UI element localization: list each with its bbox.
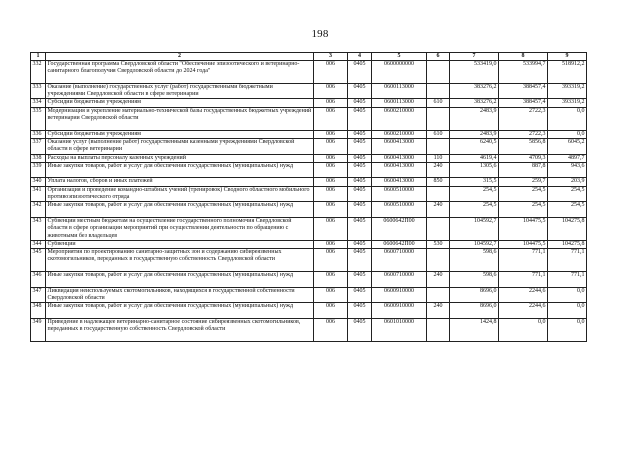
section-code: 0405	[348, 107, 372, 130]
row-number: 344	[31, 240, 46, 248]
row-number: 339	[31, 162, 46, 178]
table-row	[31, 130, 587, 138]
amount-year-2: 388457,4	[499, 99, 548, 107]
ministry-code: 006	[314, 287, 348, 303]
column-header: 3	[314, 53, 348, 61]
section-code: 0405	[348, 61, 372, 84]
ministry-code: 006	[314, 107, 348, 130]
expense-description: Иные закупки товаров, работ и услуг для обеспечения государственных (муниципальных) нужд	[46, 202, 314, 218]
amount-year-3: 0,0	[548, 318, 587, 341]
ministry-code: 006	[314, 249, 348, 272]
row-number: 342	[31, 202, 46, 218]
amount-year-3: 254,5	[548, 202, 587, 218]
expense-type-code: 530	[427, 240, 450, 248]
expense-description: Приведение в надлежащее ветеринарно-санитарное состояние сибиреязвенных скотомогильников, переданных в государственную собственность Свердловской области	[46, 318, 314, 341]
amount-year-1: 383276,2	[450, 83, 499, 99]
ministry-code: 006	[314, 130, 348, 138]
expense-description: Модернизация и укрепление материально-технической базы государственных бюджетных учреждений ветеринарии Свердловской области	[46, 107, 314, 130]
expense-type-code	[427, 287, 450, 303]
amount-year-1: 315,5	[450, 178, 499, 186]
target-article-code: 0600642П00	[372, 240, 427, 248]
amount-year-2: 2244,6	[499, 303, 548, 319]
column-header: 6	[427, 53, 450, 61]
column-header: 2	[46, 53, 314, 61]
expense-description: Государственная программа Свердловской области "Обеспечение эпизоотического и ветеринарно-санитарного благополучия Свердловской области до 2024 года"	[46, 61, 314, 84]
amount-year-1: 533419,0	[450, 61, 499, 84]
row-number: 333	[31, 83, 46, 99]
target-article-code: 0600510000	[372, 186, 427, 202]
ministry-code: 006	[314, 178, 348, 186]
table-row	[31, 202, 587, 218]
amount-year-3: 0,0	[548, 107, 587, 130]
table-row	[31, 162, 587, 178]
section-code: 0405	[348, 287, 372, 303]
expense-type-code	[427, 107, 450, 130]
column-header: 9	[548, 53, 587, 61]
amount-year-1: 8696,0	[450, 303, 499, 319]
target-article-code: 0600910000	[372, 303, 427, 319]
amount-year-2: 771,1	[499, 272, 548, 288]
amount-year-3: 518912,2	[548, 61, 587, 84]
amount-year-1: 1305,6	[450, 162, 499, 178]
section-code: 0405	[348, 202, 372, 218]
amount-year-3: 393319,2	[548, 83, 587, 99]
amount-year-2: 104475,5	[499, 217, 548, 240]
table-row	[31, 186, 587, 202]
amount-year-1: 598,6	[450, 272, 499, 288]
table-row	[31, 249, 587, 272]
ministry-code: 006	[314, 202, 348, 218]
table-row	[31, 83, 587, 99]
amount-year-3: 104275,8	[548, 217, 587, 240]
target-article-code: 0600910000	[372, 287, 427, 303]
amount-year-1: 8696,0	[450, 287, 499, 303]
target-article-code: 0600210000	[372, 107, 427, 130]
row-number: 334	[31, 99, 46, 107]
expense-description: Оказание (выполнение) государственных услуг (работ) государственными бюджетными учреждениями Свердловской области в сфере ветеринарии	[46, 83, 314, 99]
budget-table	[30, 52, 587, 342]
expense-description: Уплата налогов, сборов и иных платежей	[46, 178, 314, 186]
table-row	[31, 154, 587, 162]
expense-description: Расходы на выплаты персоналу казенных учреждений	[46, 154, 314, 162]
ministry-code: 006	[314, 217, 348, 240]
amount-year-3: 0,0	[548, 287, 587, 303]
section-code: 0405	[348, 272, 372, 288]
table-row	[31, 287, 587, 303]
table-row	[31, 107, 587, 130]
expense-description: Субсидии бюджетным учреждениям	[46, 130, 314, 138]
section-code: 0405	[348, 130, 372, 138]
row-number: 335	[31, 107, 46, 130]
expense-description: Субсидии бюджетным учреждениям	[46, 99, 314, 107]
expense-description: Субвенции	[46, 240, 314, 248]
row-number: 347	[31, 287, 46, 303]
expense-description: Организация и проведение командно-штабных учений (тренировок) Сводного областного мобильного противоэпизоотического отряда	[46, 186, 314, 202]
expense-type-code: 240	[427, 272, 450, 288]
expense-type-code: 110	[427, 154, 450, 162]
expense-type-code	[427, 217, 450, 240]
amount-year-1: 598,6	[450, 249, 499, 272]
expense-type-code	[427, 186, 450, 202]
row-number: 337	[31, 138, 46, 154]
amount-year-3: 771,1	[548, 249, 587, 272]
amount-year-1: 2483,9	[450, 107, 499, 130]
row-number: 336	[31, 130, 46, 138]
ministry-code: 006	[314, 272, 348, 288]
amount-year-2: 2722,3	[499, 130, 548, 138]
section-code: 0405	[348, 178, 372, 186]
amount-year-2: 533994,7	[499, 61, 548, 84]
ministry-code: 006	[314, 186, 348, 202]
amount-year-2: 388457,4	[499, 83, 548, 99]
table-row	[31, 178, 587, 186]
section-code: 0405	[348, 249, 372, 272]
table-row	[31, 240, 587, 248]
table-row	[31, 61, 587, 84]
expense-type-code	[427, 83, 450, 99]
amount-year-1: 254,5	[450, 186, 499, 202]
amount-year-3: 0,0	[548, 130, 587, 138]
expense-description: Оказание услуг (выполнение работ) государственными казенными учреждениями Свердловской области в сфере ветеринарии	[46, 138, 314, 154]
amount-year-2: 887,8	[499, 162, 548, 178]
section-code: 0405	[348, 99, 372, 107]
ministry-code: 006	[314, 240, 348, 248]
amount-year-1: 4619,4	[450, 154, 499, 162]
section-code: 0405	[348, 138, 372, 154]
expense-description: Мероприятия по проектированию санитарно-защитных зон и содержанию сибиреязвенных скотомогильников, переданных в государственную собственность Свердловской области	[46, 249, 314, 272]
amount-year-1: 104592,7	[450, 240, 499, 248]
target-article-code: 0600710000	[372, 249, 427, 272]
ministry-code: 006	[314, 61, 348, 84]
row-number: 332	[31, 61, 46, 84]
column-header: 7	[450, 53, 499, 61]
page-number: 198	[311, 28, 329, 40]
row-number: 343	[31, 217, 46, 240]
expense-description: Субвенции местным бюджетам на осуществление государственного полномочия Свердловской области в сфере организации мероприятий при осуществлении деятельности по обращению с животными без владельцев	[46, 217, 314, 240]
table-row	[31, 303, 587, 319]
ministry-code: 006	[314, 138, 348, 154]
amount-year-3: 771,1	[548, 272, 587, 288]
amount-year-1: 383276,2	[450, 99, 499, 107]
column-header: 8	[499, 53, 548, 61]
section-code: 0405	[348, 217, 372, 240]
ministry-code: 006	[314, 162, 348, 178]
expense-type-code	[427, 318, 450, 341]
target-article-code: 0600413000	[372, 154, 427, 162]
target-article-code: 0600113000	[372, 83, 427, 99]
row-number: 346	[31, 272, 46, 288]
amount-year-2: 5856,8	[499, 138, 548, 154]
row-number: 345	[31, 249, 46, 272]
expense-type-code: 240	[427, 162, 450, 178]
expense-type-code: 610	[427, 130, 450, 138]
expense-description: Ликвидация неиспользуемых скотомогильников, находящихся в государственной собственности Свердловской области	[46, 287, 314, 303]
table-row	[31, 272, 587, 288]
expense-type-code: 850	[427, 178, 450, 186]
amount-year-2: 2722,3	[499, 107, 548, 130]
row-number: 338	[31, 154, 46, 162]
expense-description: Иные закупки товаров, работ и услуг для обеспечения государственных (муниципальных) нужд	[46, 272, 314, 288]
amount-year-2: 2244,6	[499, 287, 548, 303]
ministry-code: 006	[314, 318, 348, 341]
amount-year-1: 1424,8	[450, 318, 499, 341]
amount-year-2: 259,7	[499, 178, 548, 186]
section-code: 0405	[348, 303, 372, 319]
amount-year-3: 203,9	[548, 178, 587, 186]
expense-description: Иные закупки товаров, работ и услуг для обеспечения государственных (муниципальных) нужд	[46, 303, 314, 319]
row-number: 340	[31, 178, 46, 186]
amount-year-1: 104592,7	[450, 217, 499, 240]
row-number: 349	[31, 318, 46, 341]
amount-year-3: 6045,2	[548, 138, 587, 154]
expense-type-code	[427, 249, 450, 272]
table-header-row	[31, 53, 587, 61]
target-article-code: 0600510000	[372, 202, 427, 218]
expense-type-code	[427, 138, 450, 154]
target-article-code: 0600710000	[372, 272, 427, 288]
section-code: 0405	[348, 154, 372, 162]
amount-year-2: 4709,3	[499, 154, 548, 162]
target-article-code: 0600210000	[372, 130, 427, 138]
amount-year-2: 254,5	[499, 186, 548, 202]
table-row	[31, 318, 587, 341]
section-code: 0405	[348, 83, 372, 99]
target-article-code: 0600413000	[372, 178, 427, 186]
target-article-code: 0600000000	[372, 61, 427, 84]
amount-year-3: 0,0	[548, 303, 587, 319]
amount-year-2: 254,5	[499, 202, 548, 218]
ministry-code: 006	[314, 303, 348, 319]
ministry-code: 006	[314, 154, 348, 162]
expense-description: Иные закупки товаров, работ и услуг для обеспечения государственных (муниципальных) нужд	[46, 162, 314, 178]
amount-year-3: 254,5	[548, 186, 587, 202]
ministry-code: 006	[314, 99, 348, 107]
amount-year-2: 0,0	[499, 318, 548, 341]
table-row	[31, 217, 587, 240]
target-article-code: 0600413000	[372, 162, 427, 178]
row-number: 341	[31, 186, 46, 202]
expense-type-code: 240	[427, 303, 450, 319]
ministry-code: 006	[314, 83, 348, 99]
table-row	[31, 99, 587, 107]
amount-year-2: 771,1	[499, 249, 548, 272]
column-header: 1	[31, 53, 46, 61]
section-code: 0405	[348, 240, 372, 248]
section-code: 0405	[348, 162, 372, 178]
amount-year-3: 4897,7	[548, 154, 587, 162]
amount-year-1: 2483,9	[450, 130, 499, 138]
target-article-code: 0600642П00	[372, 217, 427, 240]
expense-type-code: 240	[427, 202, 450, 218]
expense-type-code	[427, 61, 450, 84]
amount-year-1: 254,5	[450, 202, 499, 218]
amount-year-3: 104275,8	[548, 240, 587, 248]
column-header: 5	[372, 53, 427, 61]
target-article-code: 0600413000	[372, 138, 427, 154]
expense-type-code: 610	[427, 99, 450, 107]
amount-year-2: 104475,5	[499, 240, 548, 248]
section-code: 0405	[348, 186, 372, 202]
table-row	[31, 138, 587, 154]
target-article-code: 0600113000	[372, 99, 427, 107]
amount-year-3: 943,6	[548, 162, 587, 178]
column-header: 4	[348, 53, 372, 61]
amount-year-3: 393319,2	[548, 99, 587, 107]
section-code: 0405	[348, 318, 372, 341]
target-article-code: 0601010000	[372, 318, 427, 341]
amount-year-1: 6240,5	[450, 138, 499, 154]
row-number: 348	[31, 303, 46, 319]
